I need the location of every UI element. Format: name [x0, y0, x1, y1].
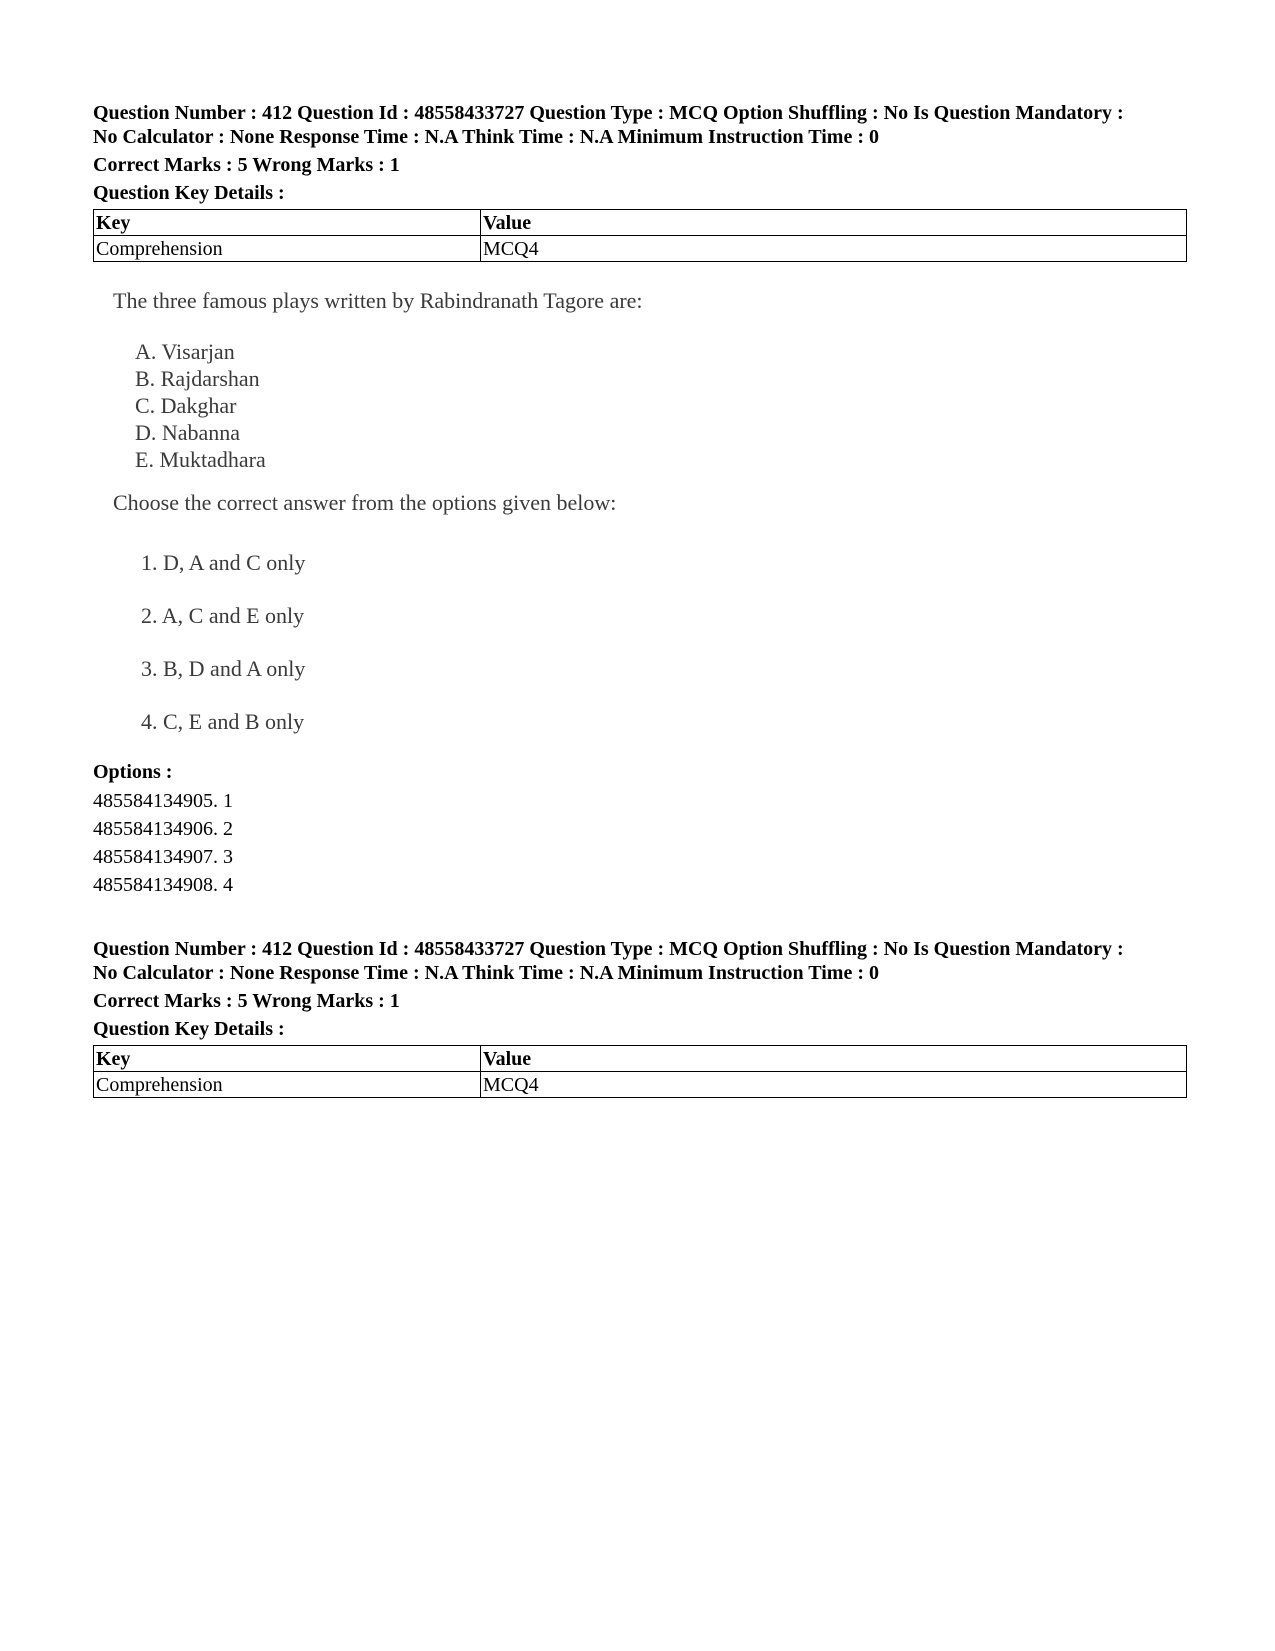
list-item: D. Nabanna [135, 420, 241, 445]
options-title: Options : [93, 761, 173, 783]
option-item: 485584134907. 3 [93, 846, 233, 868]
table-header-value: Value [481, 210, 1187, 236]
options-list [93, 787, 233, 899]
table-row [94, 236, 1187, 262]
question-header-block-2 [93, 937, 1193, 1098]
option-item: 485584134905. 1 [93, 790, 233, 812]
list-item: B. Rajdarshan [135, 366, 260, 391]
answer-choice: 3. B, D and A only [141, 656, 306, 681]
option-item: 485584134908. 4 [93, 874, 233, 896]
table-cell-key: Comprehension [94, 1072, 481, 1098]
table-header-row [94, 1046, 1187, 1072]
key-details-table [93, 209, 1187, 262]
key-details-title: Question Key Details : [93, 1018, 285, 1040]
key-details-table [93, 1045, 1187, 1098]
marks-line: Correct Marks : 5 Wrong Marks : 1 [93, 154, 400, 176]
question-meta-line-1: Question Number : 412 Question Id : 48558433727 Question Type : MCQ Option Shuffling : No Is Question Mandatory : [93, 938, 1124, 960]
table-row [94, 1072, 1187, 1098]
table-header-key: Key [94, 1046, 481, 1072]
table-header-value: Value [481, 1046, 1187, 1072]
key-details-title: Question Key Details : [93, 182, 285, 204]
question-image [93, 280, 793, 740]
list-item: C. Dakghar [135, 393, 237, 418]
table-cell-value: MCQ4 [481, 1072, 1187, 1098]
question-meta-line-2: No Calculator : None Response Time : N.A Think Time : N.A Minimum Instruction Time : 0 [93, 962, 879, 984]
table-cell-value: MCQ4 [481, 236, 1187, 262]
table-cell-key: Comprehension [94, 236, 481, 262]
question-instruction: Choose the correct answer from the options given below: [113, 490, 617, 515]
answer-choices-list [141, 536, 305, 748]
question-header-block-1 [93, 101, 1193, 262]
table-header-key: Key [94, 210, 481, 236]
question-meta-line-2: No Calculator : None Response Time : N.A Think Time : N.A Minimum Instruction Time : 0 [93, 126, 879, 148]
list-item: E. Muktadhara [135, 447, 266, 472]
answer-choice: 2. A, C and E only [141, 603, 305, 628]
question-items-list [135, 338, 266, 473]
answer-choice: 4. C, E and B only [141, 709, 305, 734]
list-item: A. Visarjan [135, 339, 235, 364]
question-stem: The three famous plays written by Rabindranath Tagore are: [113, 288, 643, 313]
answer-choice: 1. D, A and C only [141, 550, 306, 575]
question-meta-line-1: Question Number : 412 Question Id : 48558433727 Question Type : MCQ Option Shuffling : No Is Question Mandatory : [93, 102, 1124, 124]
marks-line: Correct Marks : 5 Wrong Marks : 1 [93, 990, 400, 1012]
table-header-row [94, 210, 1187, 236]
option-item: 485584134906. 2 [93, 818, 233, 840]
